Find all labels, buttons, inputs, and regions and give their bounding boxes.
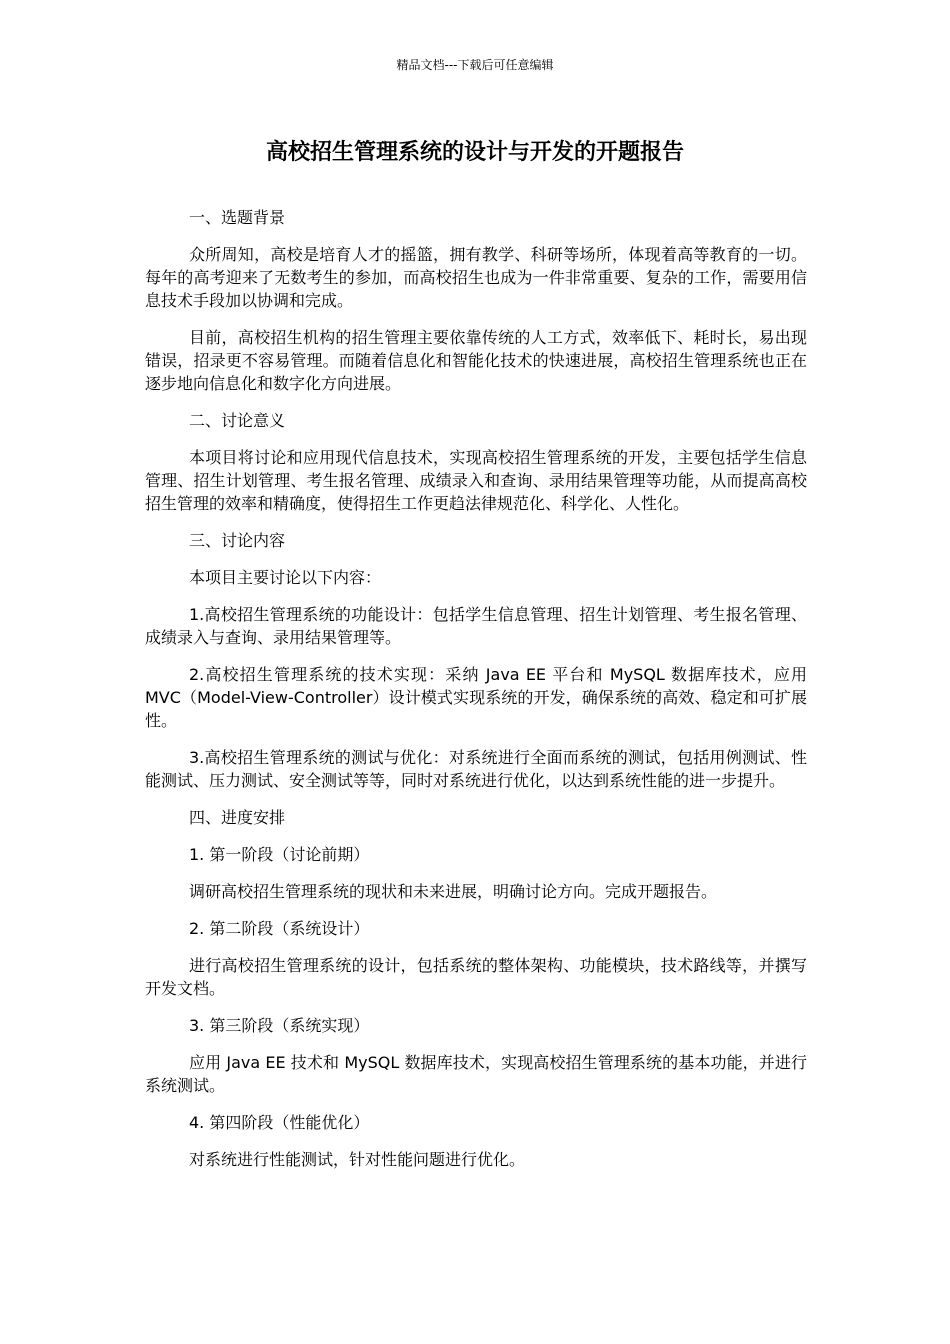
header-note: 精品文档---下载后可任意编辑 bbox=[396, 58, 554, 72]
paragraph: 目前，高校招生机构的招生管理主要依靠传统的人工方式，效率低下、耗时长，易出现错误，招录更不容易管理。而随着信息化和智能化技术的快速进展，高校招生管理系统也正在逐步地向信息化和数字化方向进展。 bbox=[145, 328, 807, 393]
section-heading-significance: 二、讨论意义 bbox=[189, 411, 286, 430]
schedule-phase-title: 4. 第四阶段（性能优化） bbox=[189, 1113, 370, 1132]
paragraph: 本项目将讨论和应用现代信息技术，实现高校招生管理系统的开发，主要包括学生信息管理、招生计划管理、考生报名管理、成绩录入和查询、录用结果管理等功能，从而提高高校招生管理的效率和精确度，使得招生工作更趋法律规范化、科学化、人性化。 bbox=[145, 448, 807, 513]
section-heading-background: 一、选题背景 bbox=[189, 208, 286, 227]
document-title: 高校招生管理系统的设计与开发的开题报告 bbox=[265, 140, 684, 165]
paragraph: 3.高校招生管理系统的测试与优化：对系统进行全面而系统的测试，包括用例测试、性能测试、压力测试、安全测试等等，同时对系统进行优化，以达到系统性能的进一步提升。 bbox=[145, 748, 807, 790]
paragraph: 2.高校招生管理系统的技术实现：采纳 Java EE 平台和 MySQL 数据库技术，应用 MVC（Model-View-Controller）设计模式实现系统的开发，确保系统的高效、稳定和可扩展性。 bbox=[145, 665, 807, 730]
paragraph: 进行高校招生管理系统的设计，包括系统的整体架构、功能模块，技术路线等，并撰写开发文档。 bbox=[145, 956, 807, 998]
section-heading-content: 三、讨论内容 bbox=[189, 531, 286, 550]
section-heading-schedule: 四、进度安排 bbox=[189, 808, 286, 827]
paragraph: 应用 Java EE 技术和 MySQL 数据库技术，实现高校招生管理系统的基本功能，并进行系统测试。 bbox=[145, 1053, 807, 1095]
paragraph: 调研高校招生管理系统的现状和未来进展，明确讨论方向。完成开题报告。 bbox=[189, 882, 718, 901]
schedule-phase-title: 1. 第一阶段（讨论前期） bbox=[189, 845, 370, 864]
paragraph: 本项目主要讨论以下内容： bbox=[189, 568, 382, 587]
schedule-phase-title: 2. 第二阶段（系统设计） bbox=[189, 919, 370, 938]
document-body bbox=[145, 206, 807, 1185]
schedule-phase-title: 3. 第三阶段（系统实现） bbox=[189, 1016, 370, 1035]
paragraph: 对系统进行性能测试，针对性能问题进行优化。 bbox=[189, 1150, 526, 1169]
paragraph: 众所周知，高校是培育人才的摇篮，拥有教学、科研等场所，体现着高等教育的一切。每年的高考迎来了无数考生的参加，而高校招生也成为一件非常重要、复杂的工作，需要用信息技术手段加以协调和完成。 bbox=[145, 245, 807, 310]
paragraph: 1.高校招生管理系统的功能设计：包括学生信息管理、招生计划管理、考生报名管理、成绩录入与查询、录用结果管理等。 bbox=[145, 605, 807, 647]
